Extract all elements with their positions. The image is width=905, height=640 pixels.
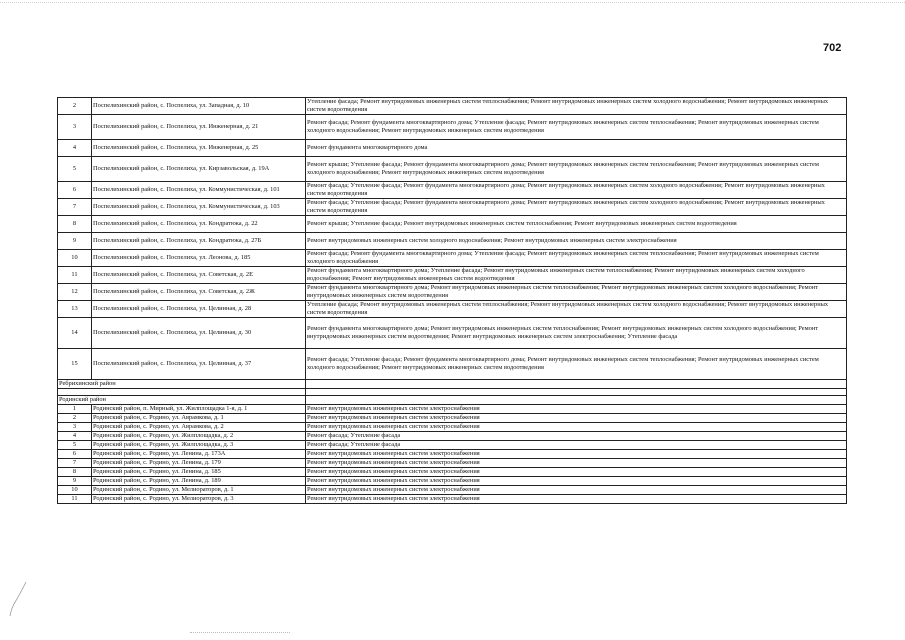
works-table [57, 97, 847, 504]
table-row [58, 140, 847, 157]
row-number: 8 [58, 468, 92, 477]
row-number: 10 [58, 250, 92, 267]
table-row [58, 98, 847, 115]
row-number: 6 [58, 182, 92, 199]
row-number: 15 [58, 349, 92, 380]
table-row [58, 267, 847, 284]
row-works: Ремонт фундамента многоквартирного дома; Ремонт внутридомовых инженерных систем теплоснабжения; Ремонт внутридомовых инженерных систем холодного водоснабжения; Ремонт внутридомовых инженерных систем водоотведения; Ремонт внутридомовых инженерных систем электроснабжения; Утепление фасада [306, 318, 847, 349]
rebrikha-section [58, 380, 847, 405]
section-heading: Родинский район [58, 396, 306, 405]
row-address: Родинский район, с. Родино, ул. Мелиораторов, д. 1 [92, 486, 306, 495]
row-works: Ремонт внутридомовых инженерных систем электроснабжения [306, 450, 847, 459]
table-row [58, 423, 847, 432]
section-heading-row [58, 396, 847, 405]
table-row [58, 199, 847, 216]
pospelikha-section [58, 98, 847, 380]
row-number: 2 [58, 98, 92, 115]
table-row [58, 450, 847, 459]
row-works: Утепление фасада; Ремонт внутридомовых инженерных систем теплоснабжения; Ремонт внутридомовых инженерных систем холодного водоснабжения; Ремонт внутридомовых инженерных систем водоотведения [306, 301, 847, 318]
row-number: 7 [58, 199, 92, 216]
row-works: Ремонт внутридомовых инженерных систем электроснабжения [306, 405, 847, 414]
row-number: 12 [58, 284, 92, 301]
row-number: 5 [58, 441, 92, 450]
table-row [58, 157, 847, 182]
row-works: Ремонт фасада; Ремонт фундамента многоквартирного дома; Утепление фасада; Ремонт внутридомовых инженерных систем теплоснабжения; Ремонт внутридомовых инженерных систем холодного водоснабжения; Ремонт внутридомовых инженерных систем водоотведения [306, 115, 847, 140]
row-number: 13 [58, 301, 92, 318]
row-works: Ремонт внутридомовых инженерных систем электроснабжения [306, 477, 847, 486]
row-number: 3 [58, 115, 92, 140]
row-works: Ремонт фундамента многоквартирного дома; Ремонт внутридомовых инженерных систем теплоснабжения; Ремонт внутридомовых инженерных систем холодного водоснабжения; Ремонт внутридомовых инженерных систем водоотведения [306, 284, 847, 301]
row-address: Поспелихинский район, с. Поспелиха, ул. Инженерная, д. 21 [92, 115, 306, 140]
table-row [58, 115, 847, 140]
table-row [58, 486, 847, 495]
row-works: Ремонт внутридомовых инженерных систем электроснабжения [306, 495, 847, 504]
scan-noise-bottom [190, 632, 290, 633]
table-row [58, 216, 847, 233]
table-row [58, 477, 847, 486]
row-works: Ремонт внутридомовых инженерных систем электроснабжения [306, 459, 847, 468]
rodino-section [58, 405, 847, 504]
table-row [58, 250, 847, 267]
row-address: Поспелихинский район, с. Поспелиха, ул. Кондратюка, д. 27Б [92, 233, 306, 250]
table-row [58, 414, 847, 423]
row-address: Родинский район, с. Родино, ул. Жилплощадка, д. 3 [92, 441, 306, 450]
table-row [58, 405, 847, 414]
table-row [58, 284, 847, 301]
table-row [58, 318, 847, 349]
empty-row [58, 389, 847, 396]
row-address: Родинский район, с. Родино, ул. Ленина, д. 189 [92, 477, 306, 486]
table-row [58, 233, 847, 250]
row-works: Ремонт внутридомовых инженерных систем холодного водоснабжения; Ремонт внутридомовых инженерных систем электроснабжения [306, 233, 847, 250]
row-number: 10 [58, 486, 92, 495]
scan-artifact-mark [8, 580, 30, 618]
section-heading-row [58, 380, 847, 389]
row-works: Ремонт фасада; Ремонт фундамента многоквартирного дома; Утепление фасада; Ремонт внутридомовых инженерных систем теплоснабжения; Ремонт внутридомовых инженерных систем холодного водоснабжения [306, 250, 847, 267]
row-number: 8 [58, 216, 92, 233]
row-address: Родинский район, с. Родино, ул. Ленина, д. 179 [92, 459, 306, 468]
row-address: Поспелихинский район, с. Поспелиха, ул. Леонова, д. 185 [92, 250, 306, 267]
table-row [58, 349, 847, 380]
row-number: 4 [58, 140, 92, 157]
row-number: 9 [58, 477, 92, 486]
table-row [58, 441, 847, 450]
table-row [58, 468, 847, 477]
row-number: 7 [58, 459, 92, 468]
table-row [58, 432, 847, 441]
row-address: Поспелихинский район, с. Поспелиха, ул. Коммунистическая, д. 103 [92, 199, 306, 216]
row-works: Ремонт внутридомовых инженерных систем электроснабжения [306, 468, 847, 477]
row-works: Ремонт фасада; Утепление фасада; Ремонт фундамента многоквартирного дома; Ремонт внутридомовых инженерных систем холодного водоснабжения; Ремонт внутридомовых инженерных систем водоотведения [306, 199, 847, 216]
row-address: Поспелихинский район, с. Поспелиха, ул. Целинная, д. 37 [92, 349, 306, 380]
row-address: Родинский район, с. Родино, ул. Ленина, д. 185 [92, 468, 306, 477]
row-address: Родинский район, с. Родино, ул. Мелиораторов, д. 3 [92, 495, 306, 504]
row-address: Поспелихинский район, с. Поспелиха, ул. Целинная, д. 30 [92, 318, 306, 349]
row-address: Поспелихинский район, с. Поспелиха, ул. Инженерная, д. 25 [92, 140, 306, 157]
row-works: Ремонт фундамента многоквартирного дома [306, 140, 847, 157]
row-number: 14 [58, 318, 92, 349]
row-address: Поспелихинский район, с. Поспелиха, ул. Советская, д. 2Ж [92, 284, 306, 301]
row-number: 1 [58, 405, 92, 414]
row-works: Ремонт фасада; Утепление фасада; Ремонт фундамента многоквартирного дома; Ремонт внутридомовых инженерных систем холодного водоснабжения; Ремонт внутридомовых инженерных систем водоотведения [306, 182, 847, 199]
section-heading-blank [306, 380, 847, 389]
row-works: Ремонт крыши; Утепление фасада; Ремонт внутридомовых инженерных систем теплоснабжения; Ремонт внутридомовых инженерных систем водоотведения [306, 216, 847, 233]
row-address: Поспелихинский район, с. Поспелиха, ул. Западная, д. 10 [92, 98, 306, 115]
row-number: 9 [58, 233, 92, 250]
section-heading: Ребрихинский район [58, 380, 306, 389]
row-works: Утепление фасада; Ремонт внутридомовых инженерных систем теплоснабжения; Ремонт внутридомовых инженерных систем холодного водоснабжения; Ремонт внутридомовых инженерных систем водоотведения [306, 98, 847, 115]
row-address: Поспелихинский район, с. Поспелиха, ул. Целинная, д. 28 [92, 301, 306, 318]
table-row [58, 182, 847, 199]
row-number: 3 [58, 423, 92, 432]
row-number: 2 [58, 414, 92, 423]
row-number: 5 [58, 157, 92, 182]
row-works: Ремонт фасада; Утепление фасада [306, 441, 847, 450]
row-address: Поспелихинский район, с. Поспелиха, ул. Советская, д. 2Е [92, 267, 306, 284]
row-address: Родинский район, с. Родино, ул. Аврамкова, д. 1 [92, 414, 306, 423]
row-address: Поспелихинский район, с. Поспелиха, ул. Кирзавольская, д. 19А [92, 157, 306, 182]
row-number: 11 [58, 267, 92, 284]
row-works: Ремонт внутридомовых инженерных систем электроснабжения [306, 414, 847, 423]
page-number: 702 [823, 42, 842, 54]
row-address: Родинский район, п. Мирный, ул. Жилплощадка 1-я, д. 1 [92, 405, 306, 414]
section-heading-blank [306, 396, 847, 405]
row-works: Ремонт фасада; Утепление фасада [306, 432, 847, 441]
row-address: Поспелихинский район, с. Поспелиха, ул. Коммунистическая, д. 101 [92, 182, 306, 199]
table-row [58, 495, 847, 504]
row-address: Родинский район, с. Родино, ул. Аврамкова, д. 2 [92, 423, 306, 432]
row-works: Ремонт крыши; Утепление фасада; Ремонт фундамента многоквартирного дома; Ремонт внутридомовых инженерных систем теплоснабжения; Ремонт внутридомовых инженерных систем холодного водоснабжения; Ремонт внутридомовых инженерных систем водоотведения [306, 157, 847, 182]
row-works: Ремонт фундамента многоквартирного дома; Утепление фасада; Ремонт внутридомовых инженерных систем теплоснабжения; Ремонт внутридомовых инженерных систем холодного водоснабжения; Ремонт внутридомовых инженерных систем водоотведения [306, 267, 847, 284]
row-address: Родинский район, с. Родино, ул. Жилплощадка, д. 2 [92, 432, 306, 441]
row-number: 4 [58, 432, 92, 441]
row-number: 11 [58, 495, 92, 504]
row-address: Поспелихинский район, с. Поспелиха, ул. Кондратюка, д. 22 [92, 216, 306, 233]
row-works: Ремонт внутридомовых инженерных систем электроснабжения [306, 486, 847, 495]
table-row [58, 301, 847, 318]
scan-noise-top [0, 2, 905, 6]
table-row [58, 459, 847, 468]
row-number: 6 [58, 450, 92, 459]
row-works: Ремонт фасада; Утепление фасада; Ремонт фундамента многоквартирного дома; Ремонт внутридомовых инженерных систем теплоснабжения; Ремонт внутридомовых инженерных систем холодного водоснабжения; Ремонт внутридомовых инженерных систем водоотведения [306, 349, 847, 380]
row-works: Ремонт внутридомовых инженерных систем электроснабжения [306, 423, 847, 432]
row-address: Родинский район, с. Родино, ул. Ленина, д. 173А [92, 450, 306, 459]
